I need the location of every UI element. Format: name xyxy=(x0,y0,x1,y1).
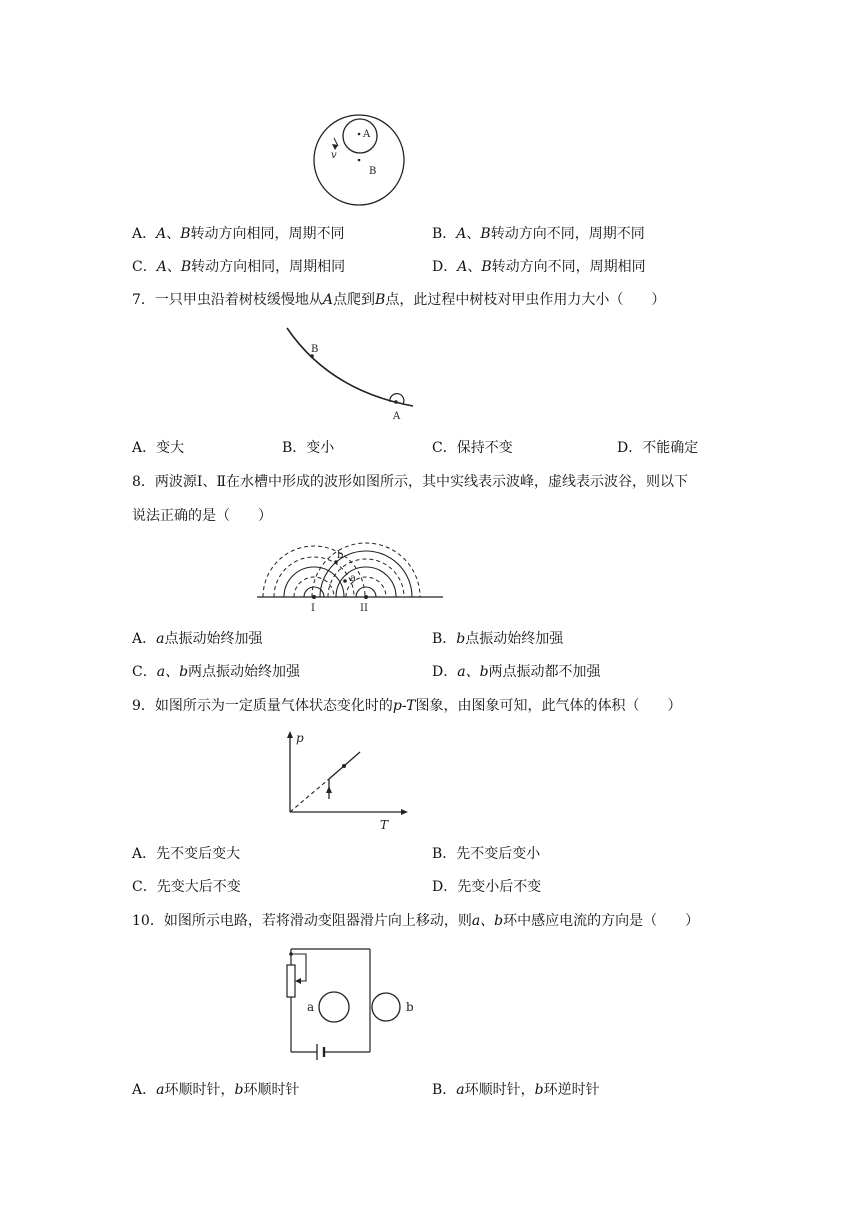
q10-label-b: b xyxy=(406,1000,414,1014)
q8-point-a xyxy=(343,579,347,583)
q9-axis-p-arrow xyxy=(287,731,293,738)
q9-label-t: T xyxy=(380,818,389,832)
q9-option-d: D．先变小后不变 xyxy=(432,879,542,895)
q9-label-p: p xyxy=(296,731,304,745)
q6-inner-circle xyxy=(343,119,377,153)
q7-option-b: B．变小 xyxy=(282,440,335,456)
q6-center-b-dot xyxy=(358,159,361,162)
q9-stem: 9．如图所示为一定质量气体状态变化时的p-T图象，由图象可知，此气体的体积（ ） xyxy=(132,698,682,714)
q7-stem: 7．一只甲虫沿着树枝缓慢地从A点爬到B点，此过程中树枝对甲虫作用力大小（ ） xyxy=(132,292,666,308)
q7-option-c: C．保持不变 xyxy=(432,440,513,456)
q6-label-v: v xyxy=(331,150,337,161)
q10-figure xyxy=(282,945,432,1060)
q8-option-d: D．a、b两点振动都不加强 xyxy=(432,664,601,680)
q8-source-i xyxy=(312,595,316,599)
q10-rheostat xyxy=(287,965,295,997)
q9-option-a: A．先不变后变大 xyxy=(132,846,241,862)
q10-ring-b xyxy=(372,993,400,1021)
q7-point-a xyxy=(394,400,398,404)
q7-figure xyxy=(285,326,420,426)
q6-figure xyxy=(312,112,412,208)
q8-option-c: C．a、b两点振动始终加强 xyxy=(132,664,301,680)
q8-figure xyxy=(255,540,445,615)
q10-slider-arrow xyxy=(295,978,301,984)
q8-source-ii xyxy=(364,595,368,599)
q7-label-b: B xyxy=(311,344,319,355)
q8-stem-line1: 8．两波源Ⅰ、Ⅱ在水槽中形成的波形如图所示，其中实线表示波峰，虚线表示波谷，则以下 xyxy=(132,474,688,490)
q8-label-i: I xyxy=(311,603,315,614)
q9-option-b: B．先不变后变小 xyxy=(432,846,541,862)
q7-label-a: A xyxy=(393,411,401,422)
q9-dashed-extension xyxy=(290,779,329,812)
q8-label-a: a xyxy=(350,573,356,584)
q9-option-c: C．先变大后不变 xyxy=(132,879,241,895)
q6-label-b: B xyxy=(369,166,377,177)
q6-label-a: A xyxy=(363,129,371,140)
q8-stem-line2: 说法正确的是（ ） xyxy=(132,508,272,524)
q7-option-a: A．变大 xyxy=(132,440,185,456)
q6-center-a-dot xyxy=(358,133,361,136)
q10-label-a: a xyxy=(307,1000,315,1014)
q9-figure xyxy=(280,730,415,835)
q9-axis-t-arrow xyxy=(401,809,408,815)
q10-option-a: A．a环顺时针，b环顺时针 xyxy=(132,1082,300,1098)
q8-trough-ii-2 xyxy=(328,559,404,597)
q10-stem: 10．如图所示电路，若将滑动变阻器滑片向上移动，则a、b环中感应电流的方向是（ ） xyxy=(132,913,700,929)
q10-option-b: B．a环顺时针，b环逆时针 xyxy=(432,1082,600,1098)
q8-label-ii: II xyxy=(360,603,368,614)
q6-option-b: B．A、B转动方向不同，周期不同 xyxy=(432,226,645,242)
q8-option-b: B．b点振动始终加强 xyxy=(432,631,564,647)
q9-state-point xyxy=(342,764,346,768)
q8-option-a: A．a点振动始终加强 xyxy=(132,631,263,647)
q6-option-c: C．A、B转动方向相同，周期相同 xyxy=(132,259,346,275)
q8-label-b: b xyxy=(337,550,344,561)
q6-option-d: D．A、B转动方向不同，周期相同 xyxy=(432,259,646,275)
q6-option-a: A．A、B转动方向相同，周期不同 xyxy=(132,226,345,242)
q9-vertical-arrow xyxy=(326,786,332,793)
q10-ring-a xyxy=(319,992,349,1022)
q7-option-d: D．不能确定 xyxy=(617,440,699,456)
